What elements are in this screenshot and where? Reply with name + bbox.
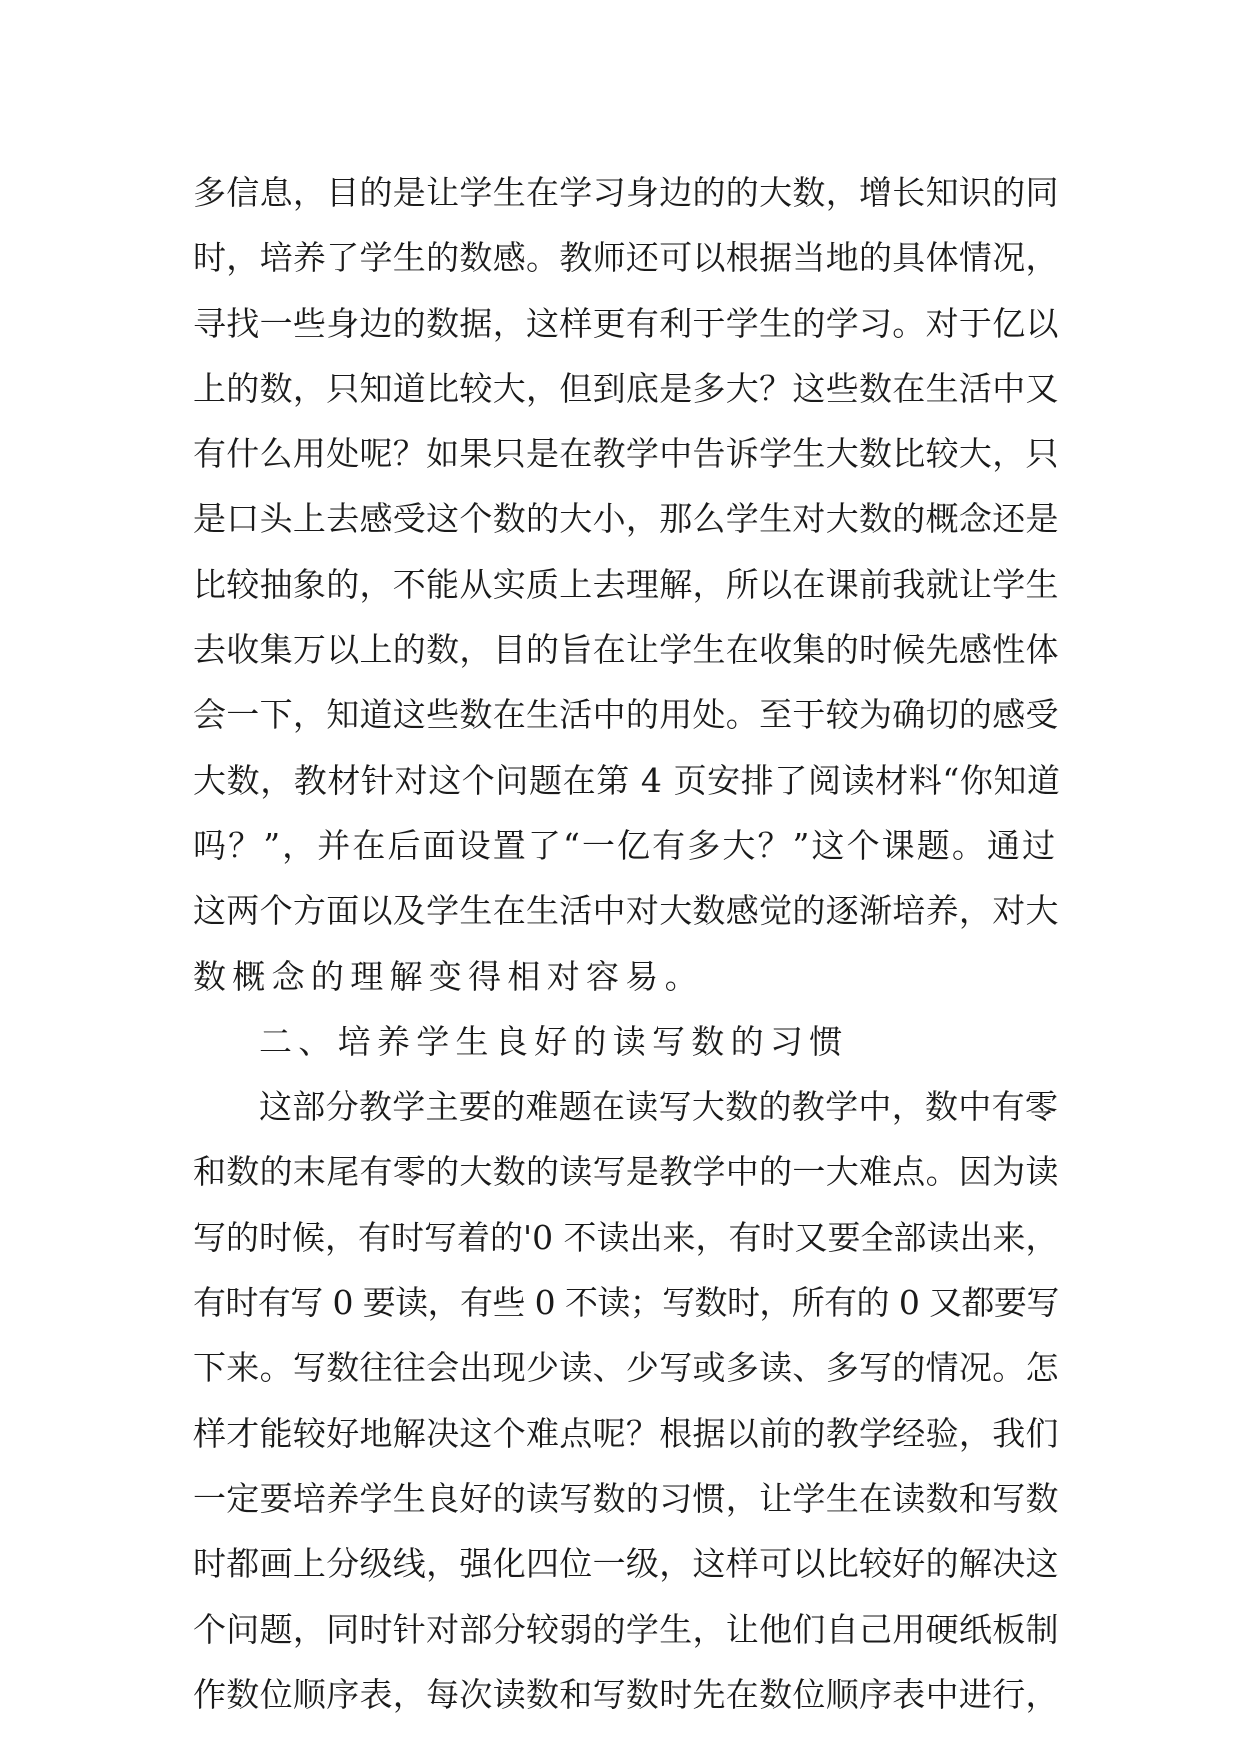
text-line: 有什么用处呢？如果只是在教学中告诉学生大数比较大，只: [193, 434, 1059, 474]
text-line: 数概念的理解变得相对容易。: [193, 956, 704, 996]
text-line: 比较抽象的，不能从实质上去理解，所以在课前我就让学生: [193, 564, 1059, 604]
text-line: 多信息，目的是让学生在学习身边的的大数，增长知识的同: [193, 173, 1059, 212]
text-line: 样才能较好地解决这个难点呢？根据以前的教学经验，我们: [193, 1413, 1059, 1453]
text-line: 去收集万以上的数，目的旨在让学生在收集的时候先感性体: [193, 630, 1059, 670]
text-line: 和数的末尾有零的大数的读写是教学中的一大难点。因为读: [193, 1152, 1059, 1192]
text-line: 个问题，同时针对部分较弱的学生，让他们自己用硬纸板制: [193, 1609, 1059, 1649]
text-line: 上的数，只知道比较大，但到底是多大？这些数在生活中又: [193, 368, 1059, 408]
text-line: 寻找一些身边的数据，这样更有利于学生的学习。对于亿以: [193, 303, 1059, 343]
text-line: 这部分教学主要的难题在读写大数的教学中，数中有零: [259, 1087, 1059, 1127]
text-line: 时，培养了学生的数感。教师还可以根据当地的具体情况，: [193, 238, 1059, 278]
text-line: 这两个方面以及学生在生活中对大数感觉的逐渐培养，对大: [193, 891, 1059, 931]
text-line: 时都画上分级线，强化四位一级，这样可以比较好的解决这: [193, 1544, 1059, 1584]
section-heading: 二、培养学生良好的读写数的习惯: [259, 1021, 849, 1061]
text-line: 作数位顺序表，每次读数和写数时先在数位顺序表中进行，: [193, 1674, 1059, 1714]
text-line: 吗？”，并在后面设置了“一亿有多大？”这个课题。通过: [193, 825, 1058, 865]
text-line: 一定要培养学生良好的读写数的习惯，让学生在读数和写数: [193, 1478, 1059, 1518]
text-line: 下来。写数往往会出现少读、少写或多读、多写的情况。怎: [193, 1348, 1059, 1388]
body-text: [193, 160, 1063, 1727]
text-line: 是口头上去感受这个数的大小，那么学生对大数的概念还是: [193, 499, 1059, 539]
text-line: 有时有写 0 要读，有些 0 不读；写数时，所有的 0 又都要写: [193, 1283, 1059, 1323]
text-line: 写的时候，有时写着的'0 不读出来，有时又要全部读出来，: [193, 1217, 1059, 1257]
text-line: 大数，教材针对这个问题在第 4 页安排了阅读材料“你知道: [193, 760, 1061, 800]
text-line: 会一下，知道这些数在生活中的用处。至于较为确切的感受: [193, 695, 1059, 735]
